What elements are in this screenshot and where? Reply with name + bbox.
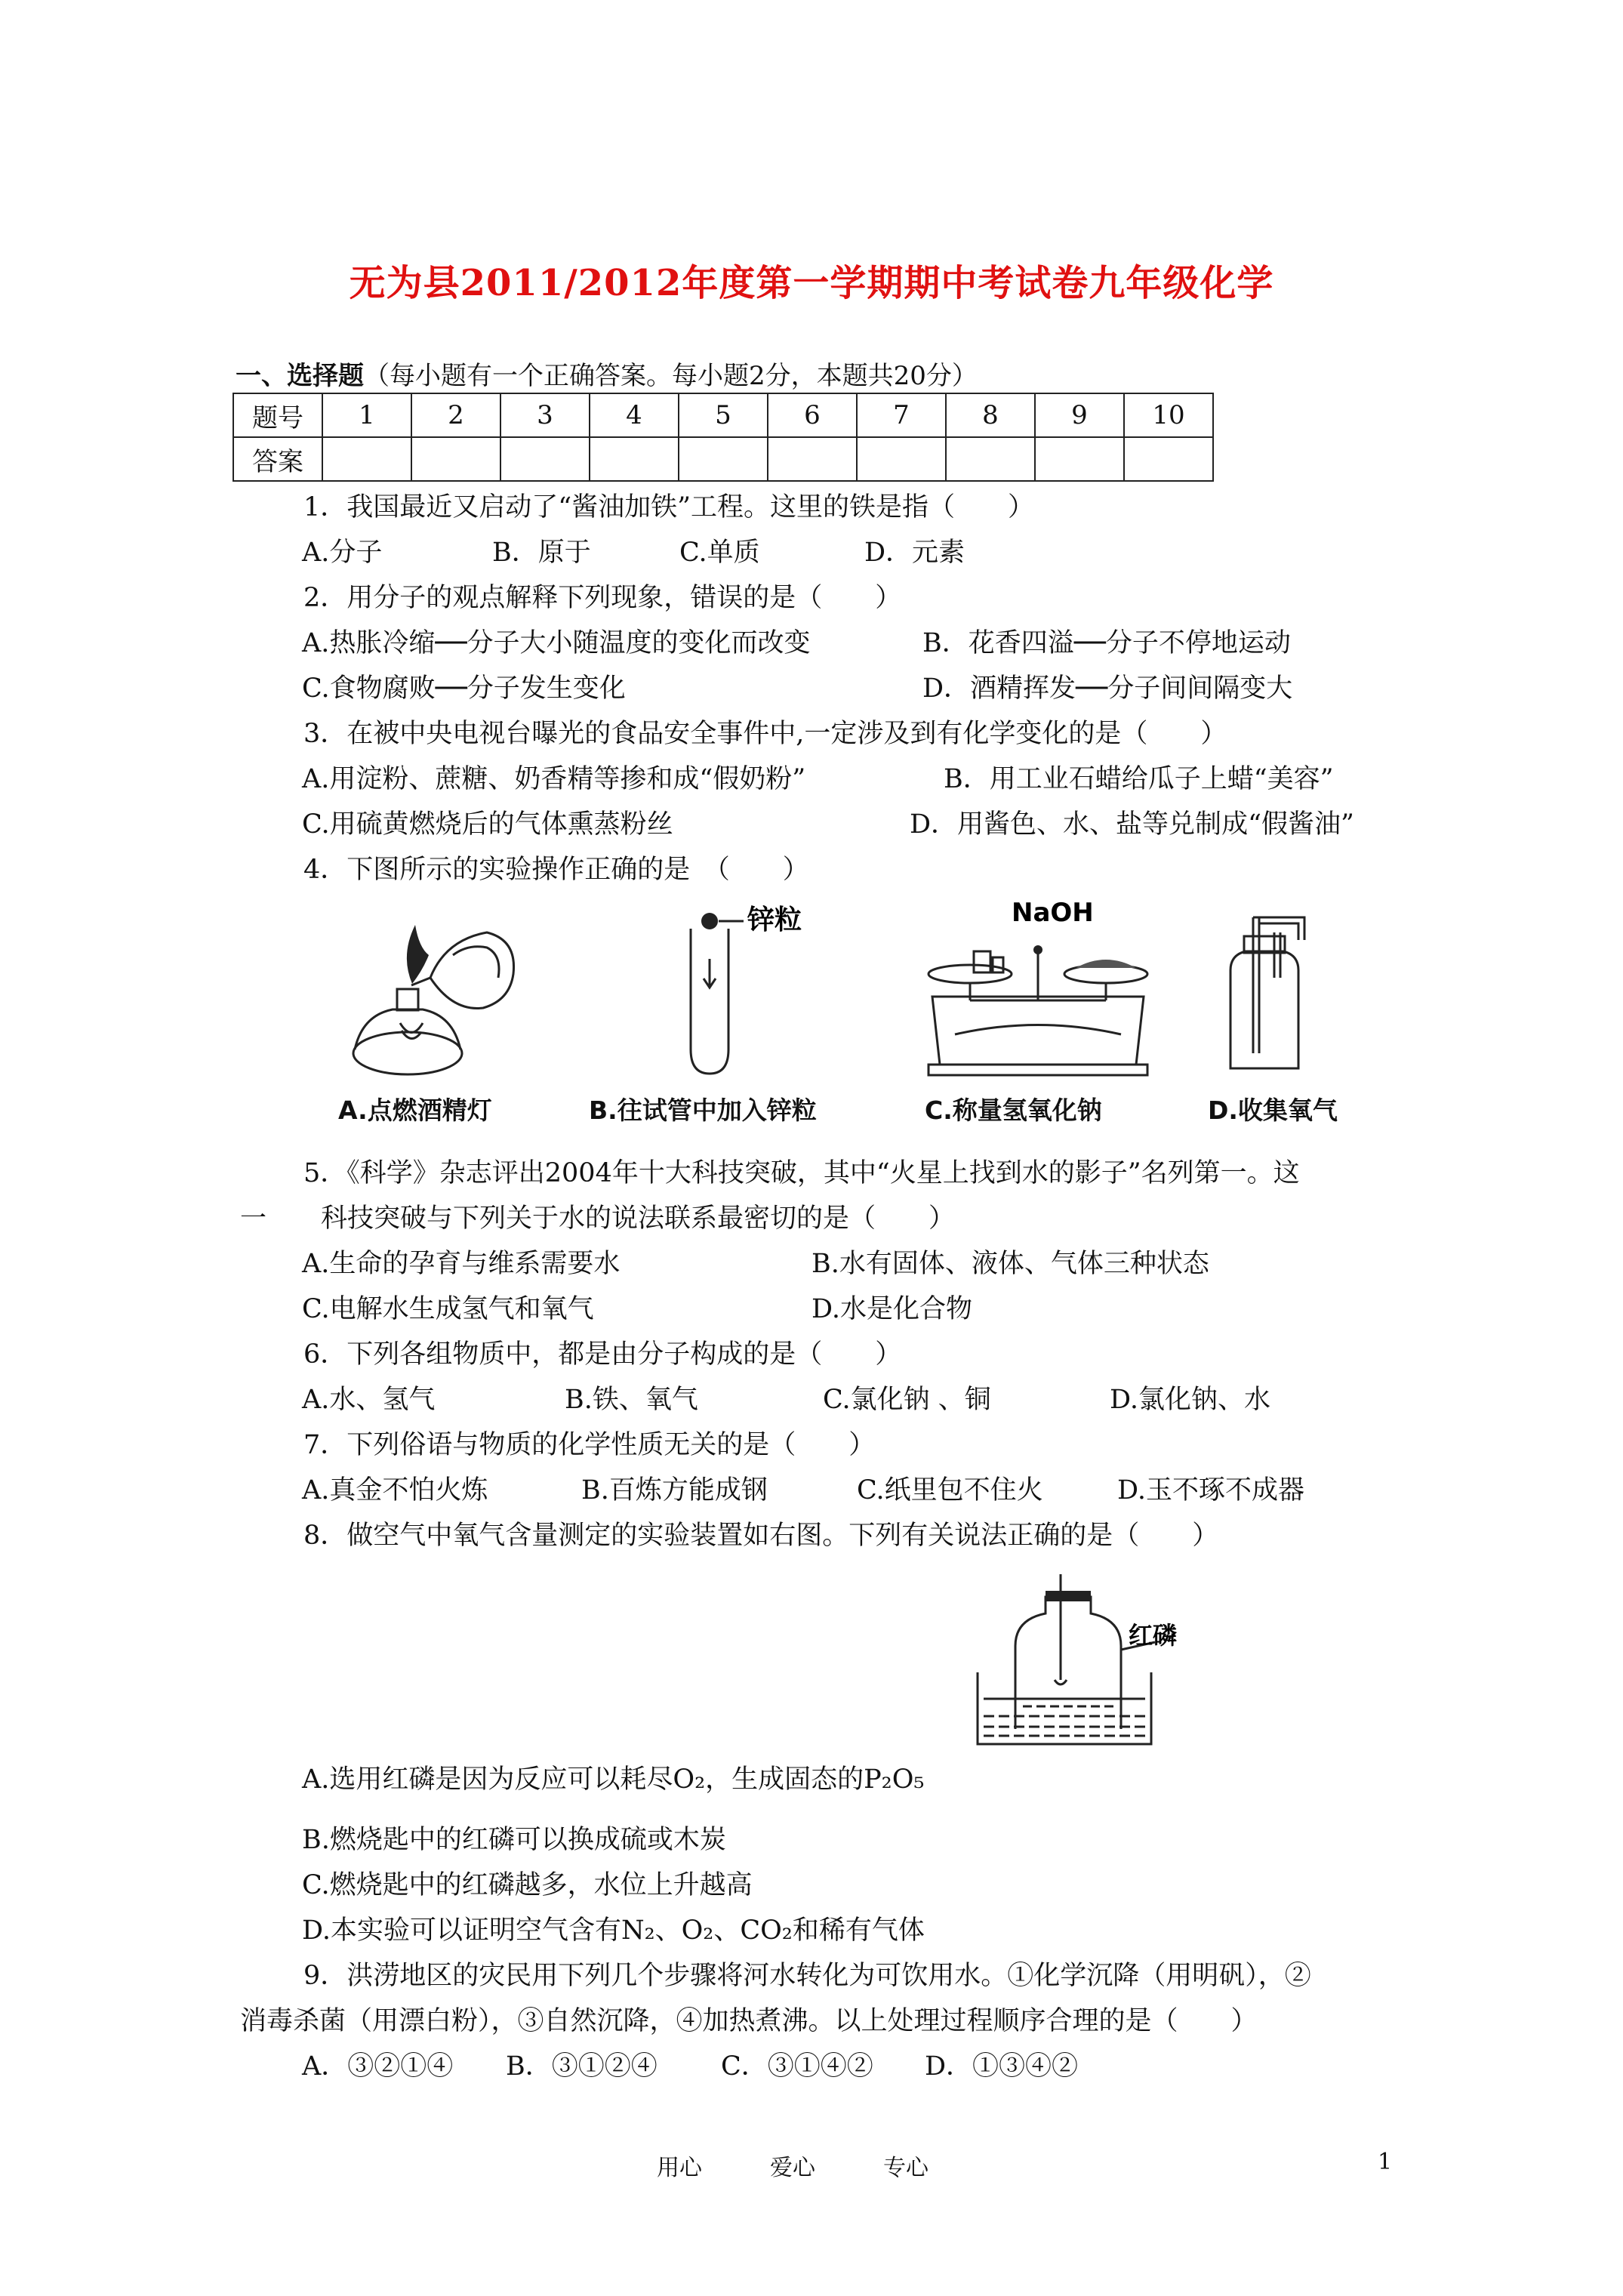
answer-cell[interactable] [1035, 437, 1124, 481]
question-7-stem: 7．下列俗语与物质的化学性质无关的是（ ） [303, 1430, 876, 1460]
option-b[interactable]: B．原于 [492, 538, 591, 568]
option-c[interactable]: C.纸里包不住火 [857, 1475, 1043, 1505]
option-b[interactable]: B．用工业石蜡给瓜子上蜡“美容” [944, 764, 1334, 794]
option-d[interactable]: D.玉不琢不成器 [1117, 1475, 1304, 1505]
option-d[interactable]: D.水是化合物 [812, 1294, 972, 1324]
answer-cell[interactable] [322, 437, 411, 481]
option-a[interactable]: A.选用红磷是因为反应可以耗尽O₂，生成固态的P₂O₅ [302, 1764, 925, 1795]
option-c[interactable]: C.燃烧匙中的红磷越多，水位上升越高 [302, 1870, 753, 1900]
table-cell: 6 [768, 393, 857, 437]
answer-cell[interactable] [590, 437, 679, 481]
option-a[interactable]: A.真金不怕火炼 [302, 1475, 488, 1505]
figure-caption-a: A.点燃酒精灯 [338, 1096, 492, 1125]
option-a[interactable]: A.热胀冷缩──分子大小随温度的变化而改变 [302, 628, 811, 658]
option-a[interactable]: A.分子 [302, 538, 383, 568]
option-d[interactable]: D．元素 [864, 538, 965, 568]
option-a[interactable]: A．③②①④ [302, 2051, 454, 2082]
option-b[interactable]: B.铁、氧气 [565, 1385, 698, 1415]
answer-table [233, 393, 1214, 482]
option-d[interactable]: D.本实验可以证明空气含有N₂、O₂、CO₂和稀有气体 [302, 1915, 925, 1946]
option-c[interactable]: C.用硫黄燃烧后的气体熏蒸粉丝 [302, 809, 673, 840]
option-d[interactable]: D．酒精挥发──分子间间隔变大 [922, 673, 1293, 704]
alcohol-lamp-figure [340, 910, 528, 1083]
option-b[interactable]: B.水有固体、液体、气体三种状态 [812, 1249, 1209, 1279]
table-cell: 答案 [233, 437, 322, 481]
answer-cell[interactable] [768, 437, 857, 481]
option-c[interactable]: C．③①④② [721, 2051, 873, 2082]
table-row [233, 393, 1213, 437]
option-a[interactable]: A.生命的孕育与维系需要水 [302, 1249, 621, 1279]
table-cell: 8 [946, 393, 1035, 437]
question-9-stem-cont: 消毒杀菌（用漂白粉），③自然沉降，④加热煮沸。以上处理过程顺序合理的是（ ） [240, 2006, 1258, 2036]
option-a[interactable]: A.水、氢气 [302, 1385, 436, 1415]
red-phosphorus-label: 红磷 [1129, 1621, 1178, 1650]
option-b[interactable]: B．花香四溢──分子不停地运动 [922, 628, 1291, 658]
option-c[interactable]: C.单质 [679, 538, 760, 568]
table-cell: 3 [500, 393, 590, 437]
answer-cell[interactable] [1124, 437, 1213, 481]
section-label: 一、选择题 [236, 361, 364, 391]
option-d[interactable]: D．用酱色、水、盐等兑制成“假酱油” [910, 809, 1354, 840]
table-cell: 5 [679, 393, 768, 437]
question-8-stem: 8．做空气中氧气含量测定的实验装置如右图。下列有关说法正确的是（ ） [303, 1521, 1219, 1551]
footer-middle: 爱心 [770, 2155, 815, 2181]
question-5-stem-prefix: 一 [240, 1203, 267, 1234]
answer-cell[interactable] [857, 437, 946, 481]
page-title: 无为县2011/2012年度第一学期期中考试卷九年级化学 [349, 262, 1274, 304]
table-cell: 7 [857, 393, 946, 437]
answer-cell[interactable] [679, 437, 768, 481]
gas-bottle-figure [1215, 910, 1313, 1076]
question-5-stem-cont: 科技突破与下列关于水的说法联系最密切的是（ ） [321, 1203, 956, 1234]
question-2-stem: 2．用分子的观点解释下列现象，错误的是（ ） [303, 583, 902, 613]
zinc-label: 锌粒 [747, 905, 802, 935]
footer-right: 专心 [883, 2155, 929, 2181]
answer-cell[interactable] [500, 437, 590, 481]
table-cell: 1 [322, 393, 411, 437]
option-c[interactable]: C.食物腐败──分子发生变化 [302, 673, 626, 704]
balance-figure [925, 898, 1151, 1080]
question-1-stem: 1．我国最近又启动了“酱油加铁”工程。这里的铁是指（ ） [303, 492, 1035, 522]
figure-caption-d: D.收集氧气 [1208, 1096, 1338, 1125]
option-b[interactable]: B.燃烧匙中的红磷可以换成硫或木炭 [302, 1825, 726, 1855]
question-5-stem: 5．《科学》杂志评出2004年十大科技突破，其中“火星上找到水的影子”名列第一。这 [303, 1158, 1300, 1188]
section-note: （每小题有一个正确答案。每小题2分，本题共20分） [364, 361, 978, 391]
table-cell: 9 [1035, 393, 1124, 437]
test-tube-figure [664, 898, 853, 1080]
question-3-stem: 3．在被中央电视台曝光的食品安全事件中,一定涉及到有化学变化的是（ ） [303, 719, 1227, 749]
answer-cell[interactable] [411, 437, 500, 481]
option-d[interactable]: D．①③④② [925, 2051, 1079, 2082]
table-cell: 2 [411, 393, 500, 437]
option-a[interactable]: A.用淀粉、蔗糖、奶香精等掺和成“假奶粉” [302, 764, 806, 794]
figure-caption-b: B.往试管中加入锌粒 [589, 1096, 817, 1125]
table-row [233, 437, 1213, 481]
question-9-stem: 9．洪涝地区的灾民用下列几个步骤将河水转化为可饮用水。①化学沉降（用明矾），② [303, 1961, 1311, 1991]
option-c[interactable]: C.电解水生成氢气和氧气 [302, 1294, 594, 1324]
option-b[interactable]: B.百炼方能成钢 [581, 1475, 768, 1505]
section-heading [236, 355, 978, 392]
page-number: 1 [1378, 2149, 1393, 2175]
option-b[interactable]: B．③①②④ [506, 2051, 658, 2082]
figure-caption-c: C.称量氢氧化钠 [925, 1096, 1102, 1125]
table-cell: 4 [590, 393, 679, 437]
question-4-stem: 4．下图所示的实验操作正确的是 （ ） [303, 855, 809, 885]
naoh-label: NaOH [1012, 898, 1094, 928]
answer-cell[interactable] [946, 437, 1035, 481]
option-d[interactable]: D.氯化钠、水 [1110, 1385, 1270, 1415]
option-c[interactable]: C.氯化钠 、铜 [823, 1385, 991, 1415]
red-phosphorus-apparatus-figure [970, 1567, 1196, 1752]
footer-left: 用心 [657, 2155, 702, 2181]
question-6-stem: 6．下列各组物质中，都是由分子构成的是（ ） [303, 1339, 902, 1370]
table-cell: 10 [1124, 393, 1213, 437]
table-cell: 题号 [233, 393, 322, 437]
